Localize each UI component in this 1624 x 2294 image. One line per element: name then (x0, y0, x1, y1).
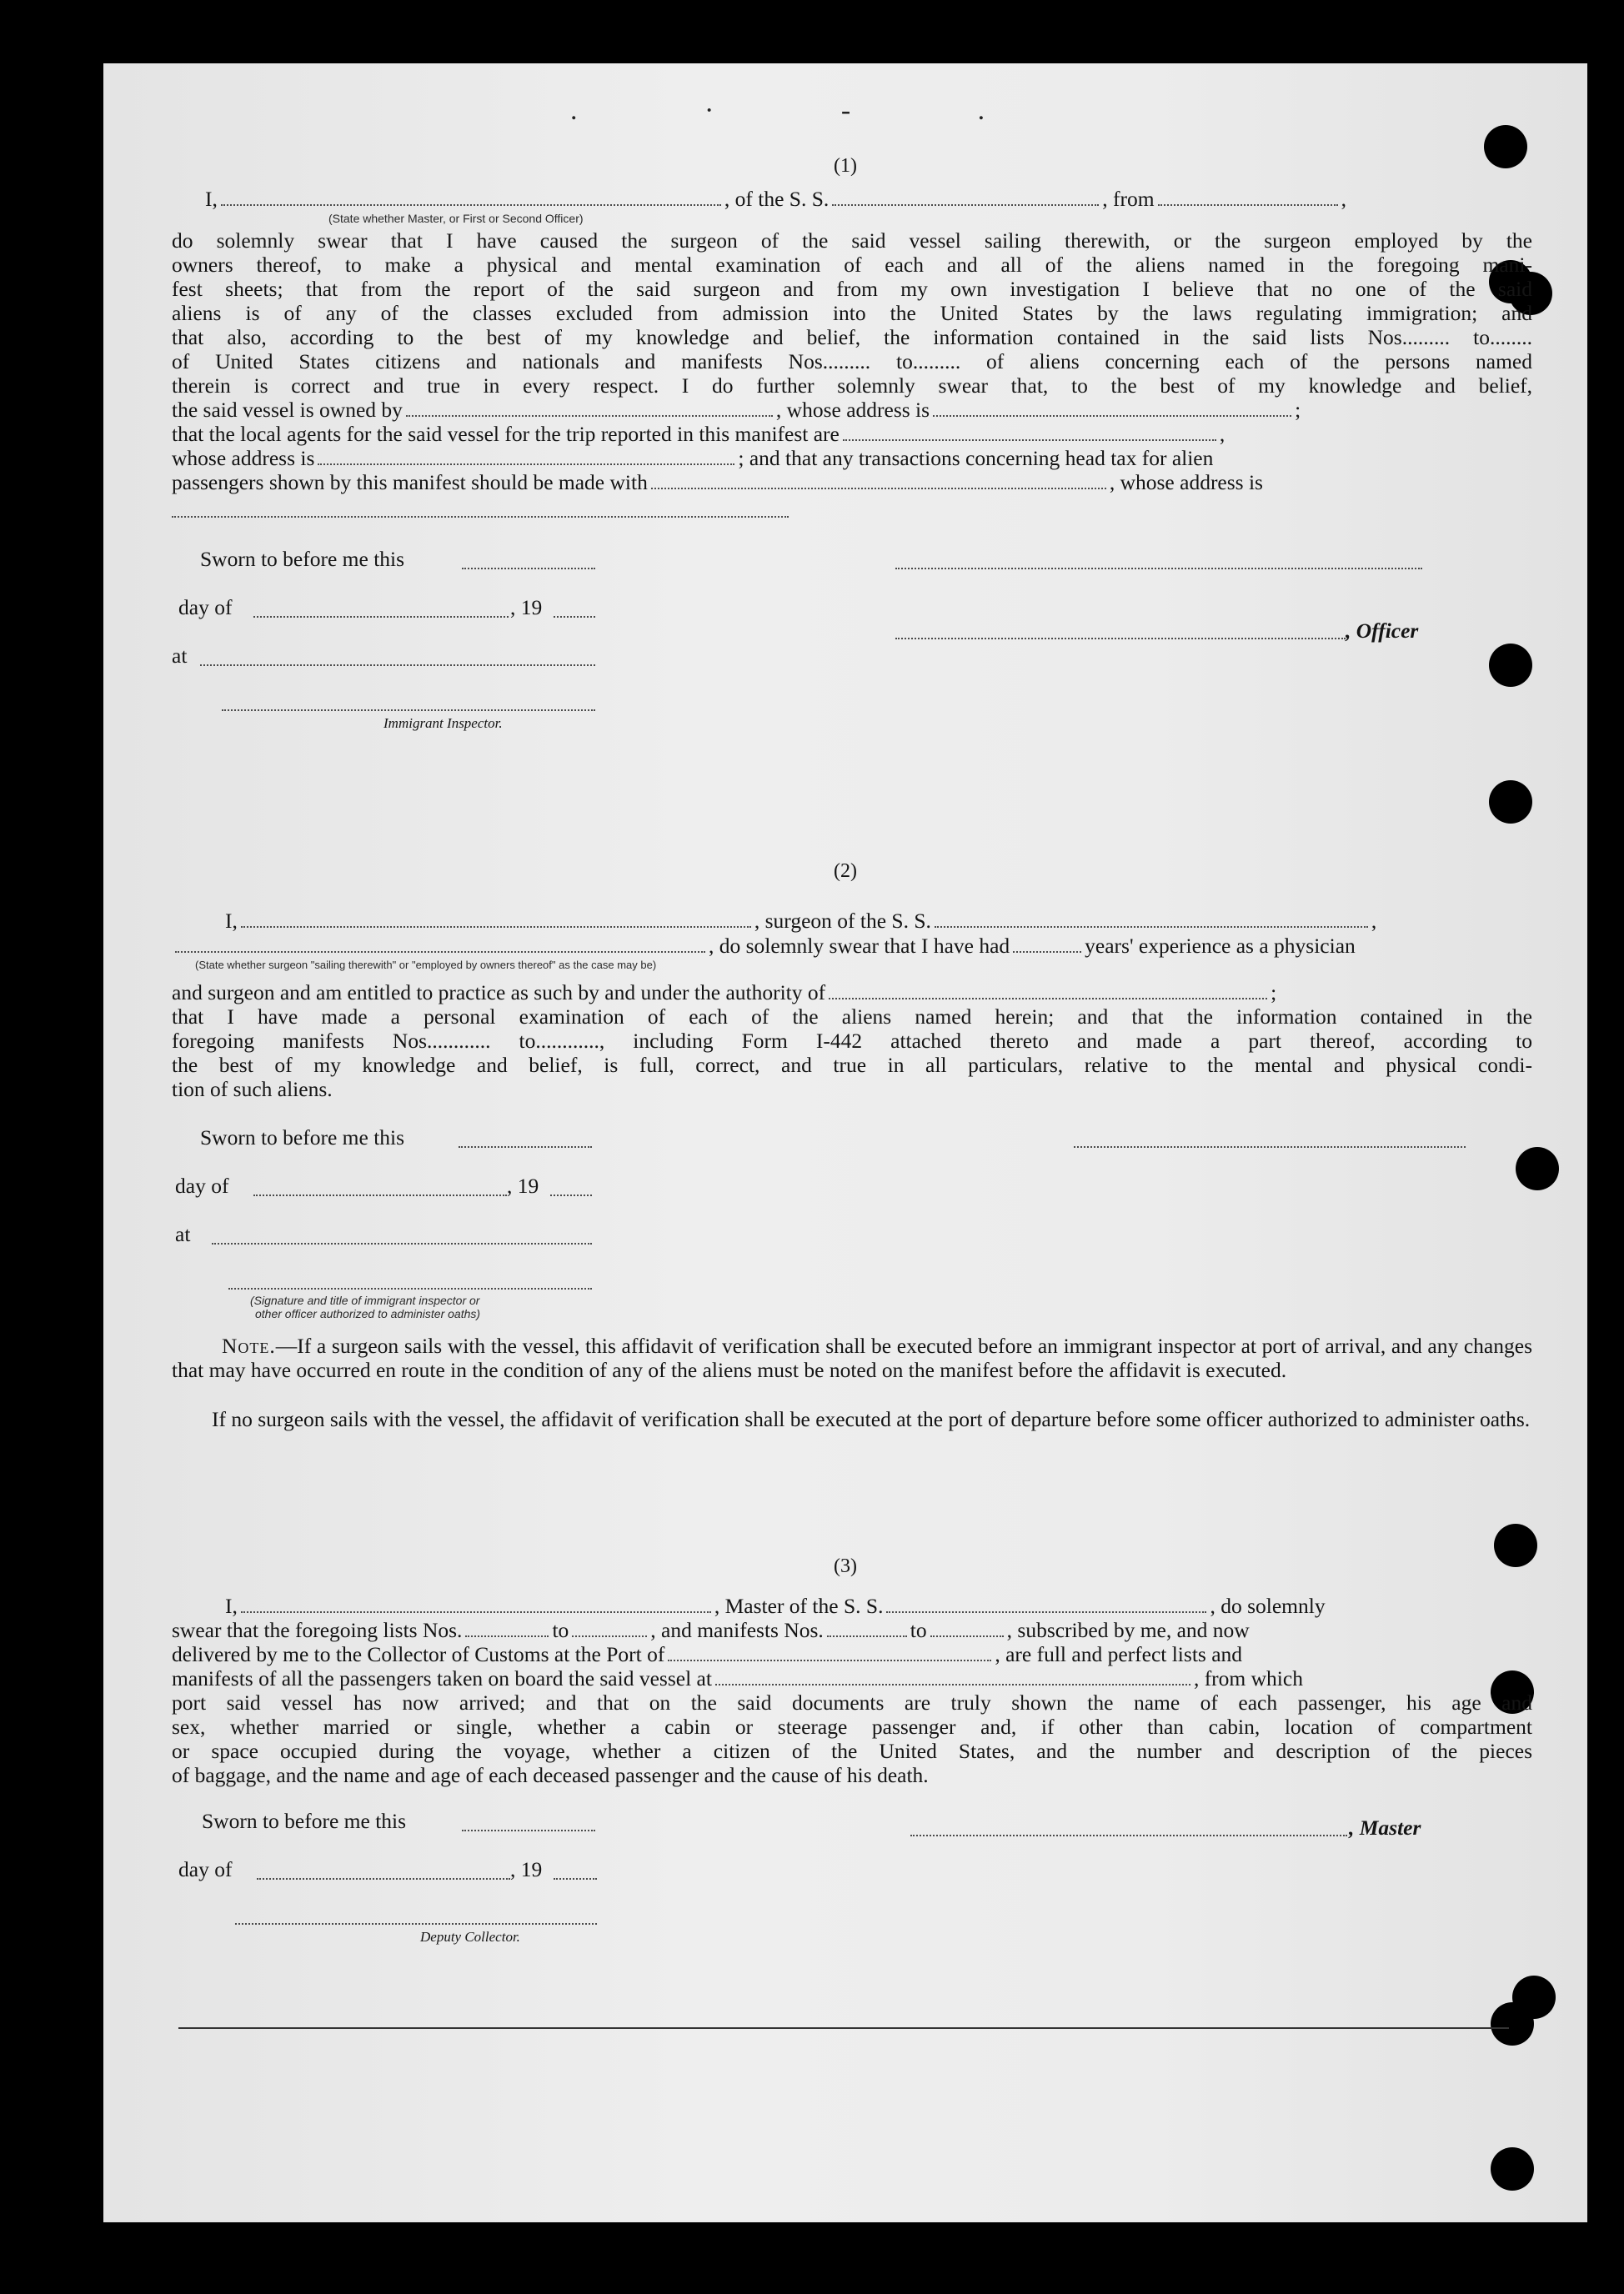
year-field[interactable] (550, 1194, 592, 1196)
signature-caption: (Signature and title of immigrant inspector or (250, 1294, 480, 1307)
at-label: at (175, 1222, 191, 1246)
owner-field[interactable] (406, 414, 773, 417)
month-field[interactable] (253, 1194, 507, 1196)
no-surgeon-note: If no surgeon sails with the vessel, the affidavit of verification shall be executed at the port of departure before some officer authorized to administer oaths. (212, 1407, 1531, 1431)
sworn-date-field[interactable] (462, 1829, 595, 1831)
oath-paragraph-line: aliens is of any of the classes excluded from admission into the United States by the laws regulating immigration; and (172, 301, 1532, 325)
signature-caption: other officer authorized to administer oaths) (255, 1307, 481, 1320)
oath-paragraph-line: owners thereof, to make a physical and mental examination of each and all of the aliens named in the foregoing mani- (172, 253, 1532, 277)
text: , of the S. S. (724, 187, 830, 211)
agents-field[interactable] (843, 438, 1216, 441)
text: ; (1271, 980, 1277, 1004)
agent-address-line (172, 446, 1532, 470)
collector-signature-field[interactable] (235, 1922, 597, 1925)
years-experience-field[interactable] (1013, 950, 1081, 953)
day-of-label: day of (175, 1174, 229, 1198)
punch-hole (1489, 644, 1532, 687)
text: , whose address is (775, 398, 930, 422)
owner-address-field[interactable] (933, 414, 1291, 417)
sworn-label: Sworn to before me this (200, 547, 405, 571)
section-number: (2) (834, 860, 857, 882)
oath-paragraph-line: tion of such aliens. (172, 1077, 333, 1101)
text: , are full and perfect lists and (995, 1642, 1243, 1666)
text: and surgeon and am entitled to practice as such by and under the authority of (172, 980, 826, 1004)
master-declaration-line (172, 1594, 1532, 1618)
punch-hole (1489, 780, 1532, 824)
surgeon-name-field[interactable] (241, 925, 751, 928)
text: , (1371, 909, 1377, 933)
text: , and manifests Nos. (650, 1618, 824, 1642)
list-to-field[interactable] (572, 1635, 647, 1637)
authority-line (172, 980, 1532, 1004)
manifest-to-field[interactable] (930, 1635, 1004, 1637)
note-label: Note. (222, 1334, 276, 1358)
punch-hole (1491, 2147, 1534, 2191)
licensing-authority-field[interactable] (829, 997, 1267, 999)
text: whose address is (172, 446, 315, 470)
day-of-label: day of (178, 1857, 233, 1881)
surgeon-status-field[interactable] (175, 950, 705, 953)
officer-witness-field[interactable] (895, 567, 1422, 569)
year-label: , 19 (510, 595, 543, 619)
agents-line (172, 422, 1532, 446)
embarkation-port-field[interactable] (715, 1683, 1190, 1685)
text: passengers shown by this manifest should be made with (172, 470, 648, 494)
manifest-from-field[interactable] (827, 1635, 907, 1637)
bottom-rule (178, 2027, 1509, 2029)
inspector-signature-field[interactable] (228, 1287, 592, 1290)
head-tax-contact-field[interactable] (651, 487, 1106, 489)
oath-paragraph-line: therein is correct and true in every respect. I do further solemnly swear that, to the best of my knowledge and belief, (172, 373, 1532, 398)
at-label: at (172, 644, 188, 668)
collector-caption: Deputy Collector. (420, 1929, 520, 1945)
embarkation-line (172, 1666, 1532, 1690)
oath-paragraph-line: that also, according to the best of my knowledge and belief, the information contained in the said lists Nos......... to........ (172, 325, 1532, 349)
head-tax-address-field[interactable] (172, 515, 789, 518)
officer-field-note: (State whether Master, or First or Second Officer) (328, 212, 584, 225)
master-label: , Master (1349, 1816, 1421, 1840)
surgeon-declaration-line (172, 909, 1532, 933)
text: delivered by me to the Collector of Customs at the Port of (172, 1642, 665, 1666)
port-field[interactable] (668, 1659, 991, 1661)
master-name-field[interactable] (241, 1610, 711, 1613)
text: swear that the foregoing lists Nos. (172, 1618, 463, 1642)
manifest-back-page (103, 63, 1587, 2222)
month-field[interactable] (253, 615, 509, 618)
text: to (910, 1618, 927, 1642)
header-specks: . · - . (570, 95, 1045, 126)
oath-paragraph-line: the best of my knowledge and belief, is full, correct, and true in all particulars, relative to the mental and physical condi- (172, 1053, 1532, 1077)
text: , (1219, 422, 1226, 446)
officer-signature-field[interactable] (895, 637, 1346, 639)
section-number: (3) (834, 1555, 857, 1577)
text: ; and that any transactions concerning head tax for alien (738, 446, 1214, 470)
text: to (552, 1618, 569, 1642)
from-port-field[interactable] (1158, 203, 1338, 206)
year-field[interactable] (554, 615, 595, 618)
year-label: , 19 (510, 1857, 543, 1881)
list-from-field[interactable] (465, 1635, 549, 1637)
punch-hole (1516, 1147, 1559, 1190)
place-field[interactable] (200, 664, 595, 666)
surgeon-note (172, 1334, 1532, 1382)
vessel-name-field[interactable] (886, 1610, 1206, 1613)
master-signature-field[interactable] (910, 1834, 1347, 1836)
year-field[interactable] (554, 1877, 597, 1880)
inspector-caption: Immigrant Inspector. (383, 715, 503, 731)
text: years' experience as a physician (1085, 934, 1356, 958)
place-field[interactable] (212, 1242, 592, 1245)
text: , subscribed by me, and now (1006, 1618, 1250, 1642)
text: , from (1102, 187, 1155, 211)
oath-paragraph-line: that I have made a personal examination of each of the aliens named herein; and that the information contained in the (172, 1004, 1532, 1029)
text: , do solemnly (1210, 1594, 1326, 1618)
sworn-label: Sworn to before me this (200, 1125, 405, 1150)
oath-paragraph-line: of United States citizens and nationals and manifests Nos......... to......... of aliens concerning each of the persons named (172, 349, 1532, 373)
text: , (1341, 187, 1346, 211)
sworn-date-field[interactable] (459, 1145, 592, 1148)
text: , do solemnly swear that I have had (709, 934, 1010, 958)
year-label: , 19 (507, 1174, 539, 1198)
sworn-date-field[interactable] (462, 567, 595, 569)
head-tax-line (172, 470, 1532, 494)
lists-line (172, 1618, 1532, 1642)
day-of-label: day of (178, 595, 233, 619)
surgeon-signature-field[interactable] (1074, 1145, 1466, 1148)
text: , whose address is (1109, 470, 1263, 494)
month-field[interactable] (257, 1877, 510, 1880)
text: I, (225, 1594, 238, 1618)
punch-hole (1491, 2002, 1534, 2046)
oath-paragraph-line: foregoing manifests Nos............ to............, including Form I-442 attached thereto and made a part thereof, according to (172, 1029, 1532, 1053)
text: I, (205, 187, 218, 211)
experience-line (172, 934, 1532, 958)
text: ; (1295, 398, 1301, 422)
master-declaration-line (172, 187, 1532, 211)
text: , from which (1193, 1666, 1303, 1690)
text: that the local agents for the said vessel for the trip reported in this manifest are (172, 422, 840, 446)
section-number: (1) (834, 155, 857, 177)
vessel-name-field[interactable] (832, 203, 1099, 206)
owner-line (172, 398, 1532, 422)
oath-paragraph-line: or space occupied during the voyage, whether a citizen of the United States, and the number and description of the pieces (172, 1739, 1532, 1763)
oath-paragraph-line: sex, whether married or single, whether a cabin or steerage passenger and, if other than cabin, location of compartment (172, 1715, 1532, 1739)
officer-label: , Officer (1346, 619, 1419, 643)
vessel-name-field[interactable] (935, 925, 1368, 928)
note-text: —If a surgeon sails with the vessel, this affidavit of verification shall be executed before an immigrant inspector at port of arrival, and any changes that may have occurred en route in the condition of any of the aliens must be noted on the manifest before the affidavit is executed. (172, 1334, 1532, 1382)
oath-paragraph-line: fest sheets; that from the report of the said surgeon and from my own investigation I believe that no one of the said (172, 277, 1532, 301)
collector-line (172, 1642, 1532, 1666)
sworn-label: Sworn to before me this (202, 1809, 407, 1833)
text: , surgeon of the S. S. (754, 909, 931, 933)
text: manifests of all the passengers taken on board the said vessel at (172, 1666, 712, 1690)
agent-address-field[interactable] (318, 463, 734, 465)
text: the said vessel is owned by (172, 398, 403, 422)
text: , Master of the S. S. (714, 1594, 884, 1618)
oath-paragraph-line: port said vessel has now arrived; and that on the said documents are truly shown the name of each passenger, his age and (172, 1690, 1532, 1715)
surgeon-status-note: (State whether surgeon "sailing therewith" or "employed by owners thereof" as the case may be) (195, 959, 657, 971)
oath-paragraph-line: do solemnly swear that I have caused the surgeon of the said vessel sailing therewith, or the surgeon employed by the (172, 228, 1532, 253)
text: I, (225, 909, 238, 933)
officer-name-field[interactable] (221, 203, 721, 206)
inspector-signature-field[interactable] (222, 709, 595, 711)
oath-paragraph-line: of baggage, and the name and age of each deceased passenger and the cause of his death. (172, 1763, 929, 1787)
